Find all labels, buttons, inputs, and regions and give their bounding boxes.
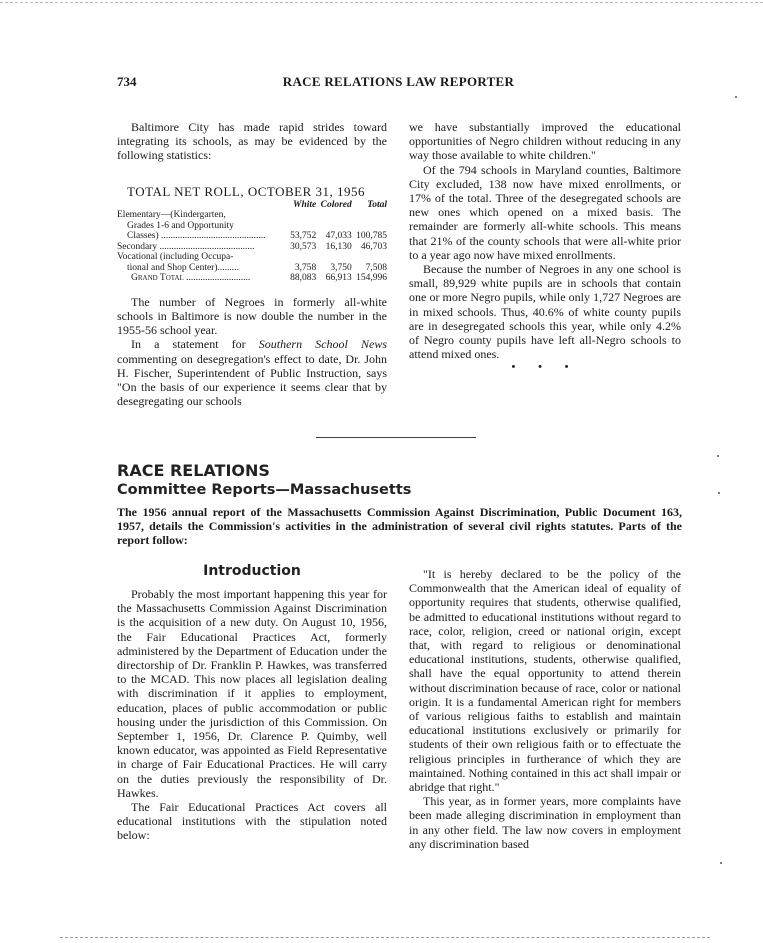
- table-cell: 100,785: [356, 231, 387, 242]
- paragraph: Baltimore City has made rapid strides toward integrating its schools, as may be evidenced by the following statistics:: [117, 120, 387, 163]
- section-label: RACE RELATIONS: [117, 461, 270, 480]
- table-cell: 154,996: [356, 273, 387, 284]
- paragraph: This year, as in former years, more complaints have been made alleging discrimination in employment than in any other field. The law now covers in employment any discrimination based: [409, 794, 681, 851]
- table-cell: 3,750: [330, 262, 352, 273]
- top-right-column: [409, 120, 681, 373]
- row-label: tional and Shop Center).........: [127, 262, 239, 273]
- scan-speck: [718, 492, 720, 494]
- page-header: [117, 74, 680, 94]
- row-label: Vocational (including Occupa-: [117, 252, 234, 263]
- table-cell: 46,703: [360, 241, 387, 252]
- top-scan-edge: [0, 2, 763, 3]
- column-header: White: [293, 199, 317, 210]
- paragraph: Probably the most important happening this year for the Massachusetts Commission Against Discrimination is the acquisition of a new duty. On August 10, 1956, the Fair Educational Practices Act, formerly administered by the Department of Education under the directorship of Dr. Franklin P. Hawkes, was transferred to the MCAD. This now places all legislation dealing with discrimination if it applies to employment, education, places of public accommodation or public housing under the jurisdiction of this Commission. On September 1, 1956, Dr. Clarence P. Quimby, well known educator, was appointed as Field Representative in charge of Fair Educational Practices. He will carry on the duties previously the responsibility of Dr. Hawkes.: [117, 587, 387, 800]
- column-header: Colored: [320, 199, 352, 210]
- section-divider: [316, 437, 476, 438]
- end-mark: • • •: [511, 361, 579, 374]
- top-left-column: [117, 120, 387, 408]
- paragraph: Because the number of Negroes in any one school is small, 89,929 white pupils are in schools that contain one or more Negro pupils, while only 1,727 Negroes are in mixed schools. Thus, 40.6% of white county pupils are in desegregated schools this year, while only 4.2% of Negro county pupils have left all-Negro schools to attend mixed ones.: [409, 262, 681, 362]
- paragraph: we have substantially improved the educational opportunities of Negro children without reducing in any way those available to white children.": [409, 120, 681, 163]
- table-cell: 53,752: [290, 231, 317, 242]
- table-cell: 16,130: [325, 241, 352, 252]
- paragraph: "It is hereby declared to be the policy of the Commonwealth that the American ideal of equality of opportunity requires that students, otherwise qualified, be admitted to educational institutions without regard to race, color, religion, creed or national origin, except that, with regard to religious or denominational educational institutions, students, otherwise qualified, shall have the equal opportunity to attend therein without discrimination because of race, color or national origin. It is a fundamental American right for members of various religious faiths to establish and maintain educational institutions exclusively or primarily for students of their own religious faith or to effectuate the religious principles in furtherance of which they are maintained. Nothing contained in this act shall impair or abridge that right.": [409, 567, 681, 795]
- paragraph: Of the 794 schools in Maryland counties, Baltimore City excluded, 138 now have mixed enrollments, or 17% of the total. Three of the desegregated schools are new ones which opened on a mixed basis. The remainder are formerly all-white schools. This means that 21% of the county schools that were all-white prior to a year ago now have mixed enrollments.: [409, 162, 681, 262]
- publication-title: Southern School News: [258, 337, 387, 352]
- table-row: [117, 221, 387, 232]
- editor-note: The 1956 annual report of the Massachusetts Commission Against Discrimination, Public Document 163, 1957, details the Commission's activities in the administration of several civil rights statutes. Parts of the report follow:: [117, 505, 682, 547]
- column-header: Total: [367, 199, 387, 210]
- table-cell: 88,083: [290, 273, 317, 284]
- scan-speck: [720, 862, 722, 864]
- table-row: [117, 231, 387, 242]
- table-header-row: [117, 200, 387, 211]
- table-cell: 66,913: [325, 273, 352, 284]
- table-row: [117, 210, 387, 221]
- table-cell: 30,573: [290, 241, 317, 252]
- row-label: Grand Total ...........................: [131, 273, 251, 284]
- table-row: [117, 242, 387, 253]
- bottom-scan-edge: [60, 937, 710, 938]
- bottom-left-column: [117, 587, 387, 843]
- page-number: 734: [117, 74, 137, 89]
- row-label: Elementary—(Kindergarten,: [117, 210, 226, 221]
- bottom-right-column: [409, 567, 681, 851]
- row-label: Grades 1-6 and Opportunity: [127, 220, 234, 231]
- table-row: [117, 263, 387, 274]
- enrollment-table: [117, 200, 387, 284]
- paragraph: In a statement for Southern School News commenting on desegregation's effect to date, Dr. John H. Fischer, Superintendent of Public Instruction, says "On the basis of our experience it seems clear that by desegregating our schools: [117, 337, 387, 409]
- table-cell: 47,033: [325, 231, 352, 242]
- scan-speck: [717, 455, 719, 457]
- paragraph: The Fair Educational Practices Act covers all educational institutions with the stipulation noted below:: [117, 800, 387, 843]
- table-cell: 7,508: [365, 262, 387, 273]
- paragraph: The number of Negroes in formerly all-white schools in Baltimore is now double the number in the 1955-56 school year.: [117, 294, 387, 338]
- table-row: [117, 252, 387, 263]
- table-title: TOTAL NET ROLL, OCTOBER 31, 1956: [127, 183, 366, 199]
- scan-speck: [735, 96, 737, 98]
- row-label: Secondary ........................................: [117, 241, 255, 252]
- running-head: RACE RELATIONS LAW REPORTER: [282, 74, 515, 89]
- row-label: Classes) ............................................: [127, 231, 266, 242]
- introduction-heading: Introduction: [203, 563, 301, 579]
- section-subtitle: Committee Reports—Massachusetts: [117, 482, 412, 498]
- table-cell: 3,758: [294, 262, 317, 273]
- table-total-row: [117, 273, 387, 284]
